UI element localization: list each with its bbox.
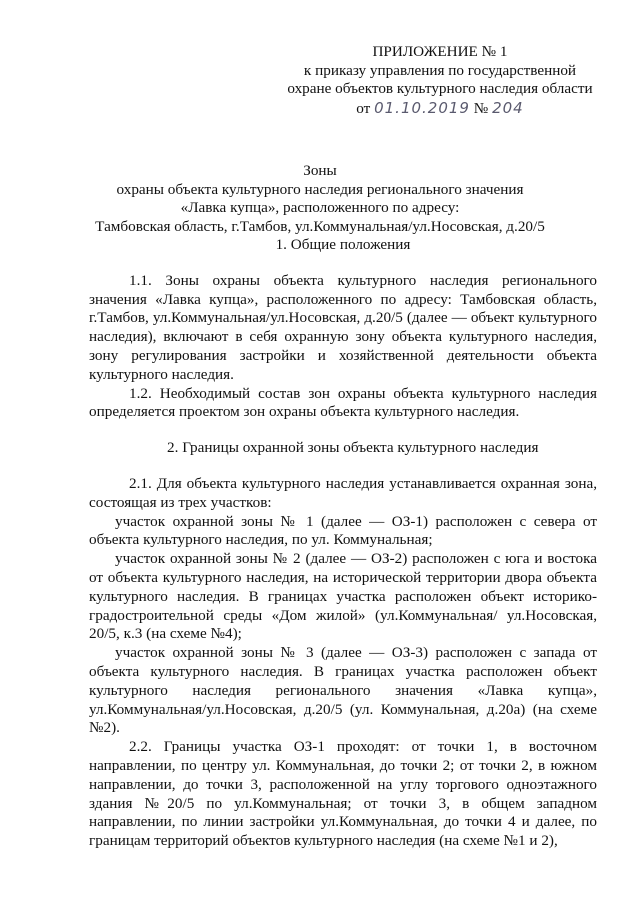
handwritten-number: 204 xyxy=(492,98,524,117)
from-label: от xyxy=(356,99,371,117)
section-1-heading: 1. Общие положения xyxy=(275,236,411,253)
title-line-4: Тамбовская область, г.Тамбов, ул.Коммунальная/ул.Носовская, д.20/5 xyxy=(95,217,545,235)
appendix-title: ПРИЛОЖЕНИЕ № 1 xyxy=(372,43,508,60)
paragraph-2-1: 2.1. Для объекта культурного наследия устанавливается охранная зона, состоящая из трех участков: xyxy=(89,474,597,511)
title-line-3: «Лавка купца», расположенного по адресу: xyxy=(180,199,460,217)
section-2-heading: 2. Границы охранной зоны объекта культурного наследия xyxy=(167,439,539,457)
appendix-line-1: к приказу управления по государственной xyxy=(303,61,577,79)
document-body xyxy=(89,236,597,851)
paragraph-oz-2: участок охранной зоны № 2 (далее — ОЗ-2) расположен с юга и востока от объекта культурного наследия, на исторической территории двора объекта культурного наследия. В границах участка расположен объект историко-градостроительной среды «Дом жилой» (ул.Коммунальная/ ул.Носовская, 20/5, к.3 (на схеме №4); xyxy=(89,550,597,643)
paragraph-oz-1: участок охранной зоны № 1 (далее — ОЗ-1) расположен с севера от объекта культурного наследия, по ул. Коммунальная; xyxy=(89,512,597,549)
handwritten-date: 01.10.2019 xyxy=(374,98,470,117)
document-title xyxy=(80,162,560,236)
paragraph-1-2: 1.2. Необходимый состав зон охраны объекта культурного наследия определяется проектом зон охраны объекта культурного наследия. xyxy=(89,384,597,421)
paragraph-1-1: 1.1. Зоны охраны объекта культурного наследия регионального значения «Лавка купца», расположенного по адресу: Тамбовская область, г.Тамбов, ул.Коммунальная/ул.Носовская, д.20/5 (далее — объект культурного наследия), включают в себя охранную зону объекта культурного наследия, зону регулирования застройки и хозяйственной деятельности объекта культурного наследия. xyxy=(89,271,597,383)
paragraph-oz-3: участок охранной зоны № 3 (далее — ОЗ-3) расположен с запада от объекта культурного наследия. В границах участка расположен объект культурного наследия регионального значения «Лавка купца», ул.Коммунальная/ул.Носовская, д.20/5 (ул. Коммунальная, д.20а) (на схеме №2). xyxy=(89,644,597,737)
appendix-date-line xyxy=(280,99,600,119)
appendix-header xyxy=(280,43,600,118)
appendix-line-2: охране объектов культурного наследия области xyxy=(287,80,593,97)
title-line-2: охраны объекта культурного наследия регионального значения xyxy=(116,180,524,198)
title-line-1: Зоны xyxy=(303,162,337,179)
paragraph-2-2: 2.2. Границы участка ОЗ-1 проходят: от точки 1, в восточном направлении, по центру ул. Коммунальная, до точки 2; от точки 2, в южном направлении, до точки 3, расположенной на углу торгового одноэтажного здания №20/5 по ул.Коммунальная; от точки 3, в общем западном направлении, по линии застройки ул.Коммунальная, до точки 4 и далее, по границам территорий объектов культурного наследия (на схеме №1 и 2), xyxy=(89,738,597,850)
number-label: № xyxy=(473,99,489,117)
